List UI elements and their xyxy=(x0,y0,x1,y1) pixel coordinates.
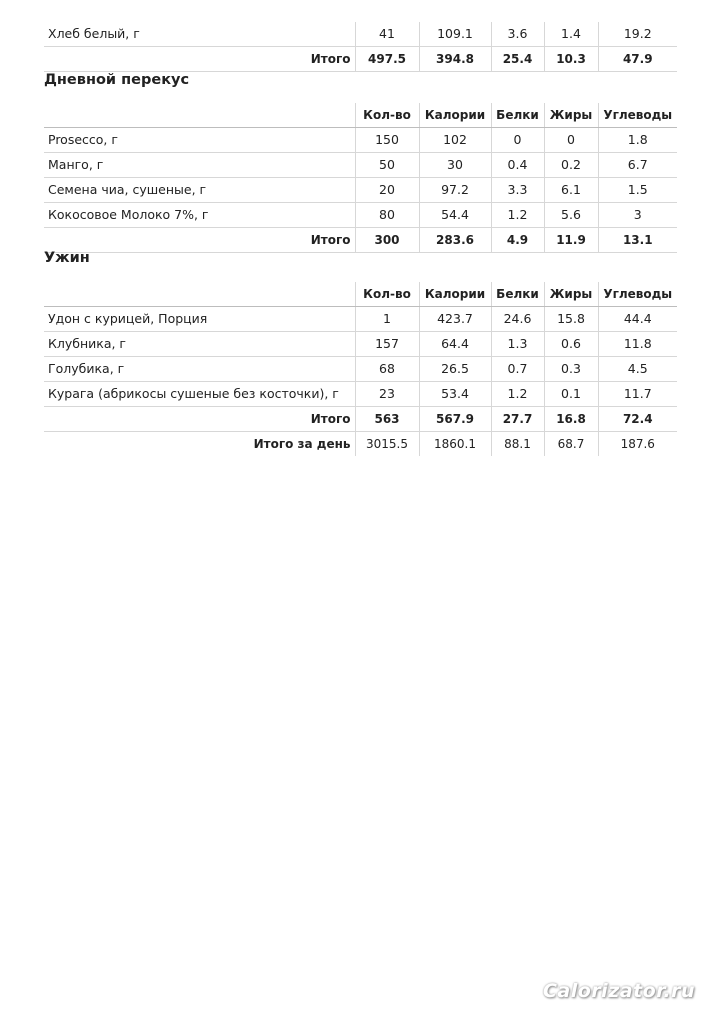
kcal-cell: 109.1 xyxy=(419,22,491,47)
header-carbs: Углеводы xyxy=(598,282,677,307)
food-name: Удон с курицей, Порция xyxy=(44,307,355,332)
qty-cell: 157 xyxy=(355,332,419,357)
protein-cell: 4.9 xyxy=(491,228,544,253)
fat-cell: 68.7 xyxy=(544,432,598,457)
carbs-cell: 187.6 xyxy=(598,432,677,457)
total-row xyxy=(44,407,677,432)
carbs-cell: 3 xyxy=(598,203,677,228)
header-row xyxy=(44,103,677,128)
header-fat: Жиры xyxy=(544,282,598,307)
kcal-cell: 1860.1 xyxy=(419,432,491,457)
kcal-cell: 97.2 xyxy=(419,178,491,203)
header-qty: Кол-во xyxy=(355,282,419,307)
table-row xyxy=(44,203,677,228)
table-row xyxy=(44,22,677,47)
fat-cell: 10.3 xyxy=(544,47,598,72)
header-protein: Белки xyxy=(491,103,544,128)
fat-cell: 15.8 xyxy=(544,307,598,332)
fat-cell: 5.6 xyxy=(544,203,598,228)
food-name: Курага (абрикосы сушеные без косточки), г xyxy=(44,382,355,407)
day-total-row xyxy=(44,432,677,457)
carbs-cell: 47.9 xyxy=(598,47,677,72)
section-title-dinner: Ужин xyxy=(44,250,90,266)
kcal-cell: 283.6 xyxy=(419,228,491,253)
header-kcal: Калории xyxy=(419,103,491,128)
total-label: Итого xyxy=(44,407,355,432)
qty-cell: 497.5 xyxy=(355,47,419,72)
header-blank xyxy=(44,282,355,307)
total-row xyxy=(44,47,677,72)
total-label: Итого xyxy=(44,228,355,253)
protein-cell: 0.7 xyxy=(491,357,544,382)
header-fat: Жиры xyxy=(544,103,598,128)
protein-cell: 0 xyxy=(491,128,544,153)
carbs-cell: 44.4 xyxy=(598,307,677,332)
qty-cell: 80 xyxy=(355,203,419,228)
carbs-cell: 4.5 xyxy=(598,357,677,382)
qty-cell: 300 xyxy=(355,228,419,253)
kcal-cell: 53.4 xyxy=(419,382,491,407)
carbs-cell: 72.4 xyxy=(598,407,677,432)
fat-cell: 0.2 xyxy=(544,153,598,178)
table-row xyxy=(44,128,677,153)
protein-cell: 24.6 xyxy=(491,307,544,332)
fat-cell: 0.3 xyxy=(544,357,598,382)
watermark-logo: Calorizator.ru xyxy=(542,980,695,1002)
food-name: Хлеб белый, г xyxy=(44,22,355,47)
kcal-cell: 30 xyxy=(419,153,491,178)
fat-cell: 1.4 xyxy=(544,22,598,47)
table-row xyxy=(44,357,677,382)
qty-cell: 150 xyxy=(355,128,419,153)
total-label: Итого xyxy=(44,47,355,72)
header-carbs: Углеводы xyxy=(598,103,677,128)
fat-cell: 11.9 xyxy=(544,228,598,253)
fat-cell: 0.6 xyxy=(544,332,598,357)
kcal-cell: 54.4 xyxy=(419,203,491,228)
header-kcal: Калории xyxy=(419,282,491,307)
total-row xyxy=(44,228,677,253)
kcal-cell: 26.5 xyxy=(419,357,491,382)
fat-cell: 16.8 xyxy=(544,407,598,432)
food-name: Клубника, г xyxy=(44,332,355,357)
qty-cell: 68 xyxy=(355,357,419,382)
kcal-cell: 64.4 xyxy=(419,332,491,357)
qty-cell: 23 xyxy=(355,382,419,407)
protein-cell: 88.1 xyxy=(491,432,544,457)
qty-cell: 3015.5 xyxy=(355,432,419,457)
protein-cell: 3.6 xyxy=(491,22,544,47)
protein-cell: 1.2 xyxy=(491,203,544,228)
qty-cell: 563 xyxy=(355,407,419,432)
kcal-cell: 423.7 xyxy=(419,307,491,332)
carbs-cell: 13.1 xyxy=(598,228,677,253)
day-total-label: Итого за день xyxy=(253,437,351,451)
qty-cell: 20 xyxy=(355,178,419,203)
table-row xyxy=(44,307,677,332)
header-qty: Кол-во xyxy=(355,103,419,128)
fat-cell: 0 xyxy=(544,128,598,153)
fat-cell: 0.1 xyxy=(544,382,598,407)
section-title-snack: Дневной перекус xyxy=(44,72,190,88)
carbs-cell: 6.7 xyxy=(598,153,677,178)
food-name: Голубика, г xyxy=(44,357,355,382)
carbs-cell: 1.8 xyxy=(598,128,677,153)
table-row xyxy=(44,153,677,178)
food-name: Кокосовое Молоко 7%, г xyxy=(44,203,355,228)
qty-cell: 1 xyxy=(355,307,419,332)
protein-cell: 3.3 xyxy=(491,178,544,203)
prev-section-table xyxy=(44,22,677,72)
protein-cell: 1.3 xyxy=(491,332,544,357)
snack-table xyxy=(44,103,677,253)
qty-cell: 50 xyxy=(355,153,419,178)
food-name: Семена чиа, сушеные, г xyxy=(44,178,355,203)
table-row xyxy=(44,332,677,357)
kcal-cell: 102 xyxy=(419,128,491,153)
carbs-cell: 1.5 xyxy=(598,178,677,203)
header-protein: Белки xyxy=(491,282,544,307)
qty-cell: 41 xyxy=(355,22,419,47)
table-row xyxy=(44,382,677,407)
food-name: Prosecco, г xyxy=(44,128,355,153)
protein-cell: 27.7 xyxy=(491,407,544,432)
kcal-cell: 567.9 xyxy=(419,407,491,432)
kcal-cell: 394.8 xyxy=(419,47,491,72)
carbs-cell: 19.2 xyxy=(598,22,677,47)
header-blank xyxy=(44,103,355,128)
carbs-cell: 11.8 xyxy=(598,332,677,357)
fat-cell: 6.1 xyxy=(544,178,598,203)
protein-cell: 0.4 xyxy=(491,153,544,178)
protein-cell: 25.4 xyxy=(491,47,544,72)
table-row xyxy=(44,178,677,203)
dinner-table xyxy=(44,282,677,456)
protein-cell: 1.2 xyxy=(491,382,544,407)
carbs-cell: 11.7 xyxy=(598,382,677,407)
header-row xyxy=(44,282,677,307)
food-name: Манго, г xyxy=(44,153,355,178)
